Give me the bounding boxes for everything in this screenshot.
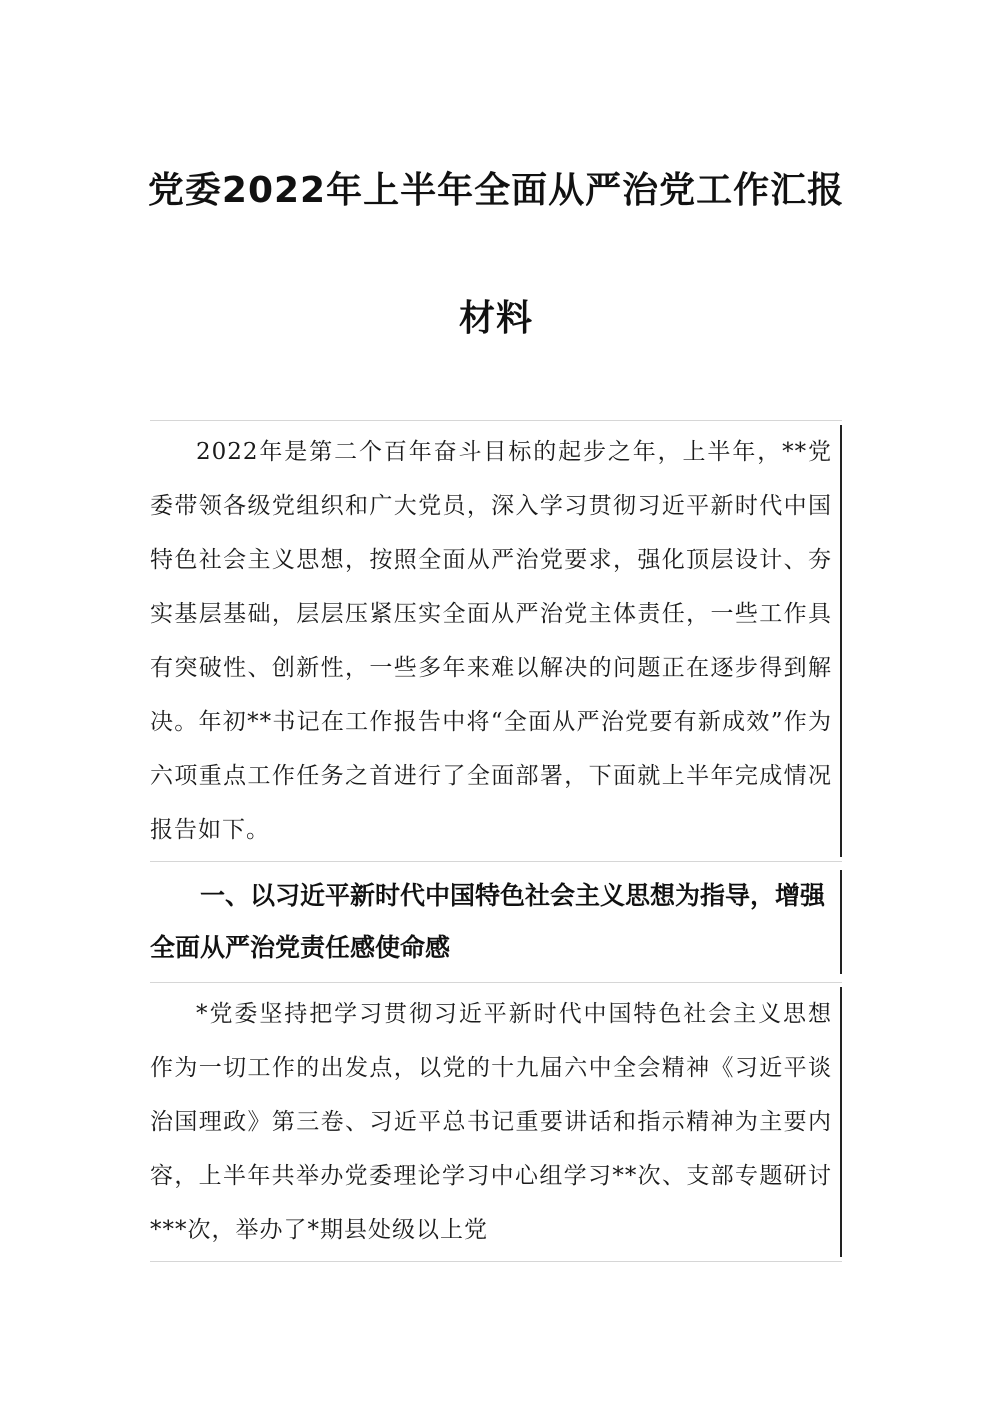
paragraph-section-1: *党委坚持把学习贯彻习近平新时代中国特色社会主义思想作为一切工作的出发点，以党的十九届六中全会精神《习近平谈治国理政》第三卷、习近平总书记重要讲话和指示精神为主要内容，上半年共举办党委理论学习中心组学习**次、支部专题研讨***次，举办了*期县处级以上党: [150, 987, 842, 1257]
divider: [150, 861, 842, 862]
divider: [150, 420, 842, 421]
document-title-line1: 党委2022年上半年全面从严治党工作汇报: [147, 170, 845, 211]
section-heading-1: 一、以习近平新时代中国特色社会主义思想为指导，增强全面从严治党责任感使命感: [150, 870, 842, 974]
divider: [150, 982, 842, 983]
divider: [150, 1261, 842, 1262]
document-title-line2: 材料: [458, 298, 533, 339]
document-body: [150, 420, 842, 1262]
paragraph-intro: 2022年是第二个百年奋斗目标的起步之年，上半年，**党委带领各级党组织和广大党员，深入学习贯彻习近平新时代中国特色社会主义思想，按照全面从严治党要求，强化顶层设计、夯实基层基础，层层压紧压实全面从严治党主体责任，一些工作具有突破性、创新性，一些多年来难以解决的问题正在逐步得到解决。年初**书记在工作报告中将“全面从严治党要有新成效”作为六项重点工作任务之首进行了全面部署，下面就上半年完成情况报告如下。: [150, 425, 842, 857]
